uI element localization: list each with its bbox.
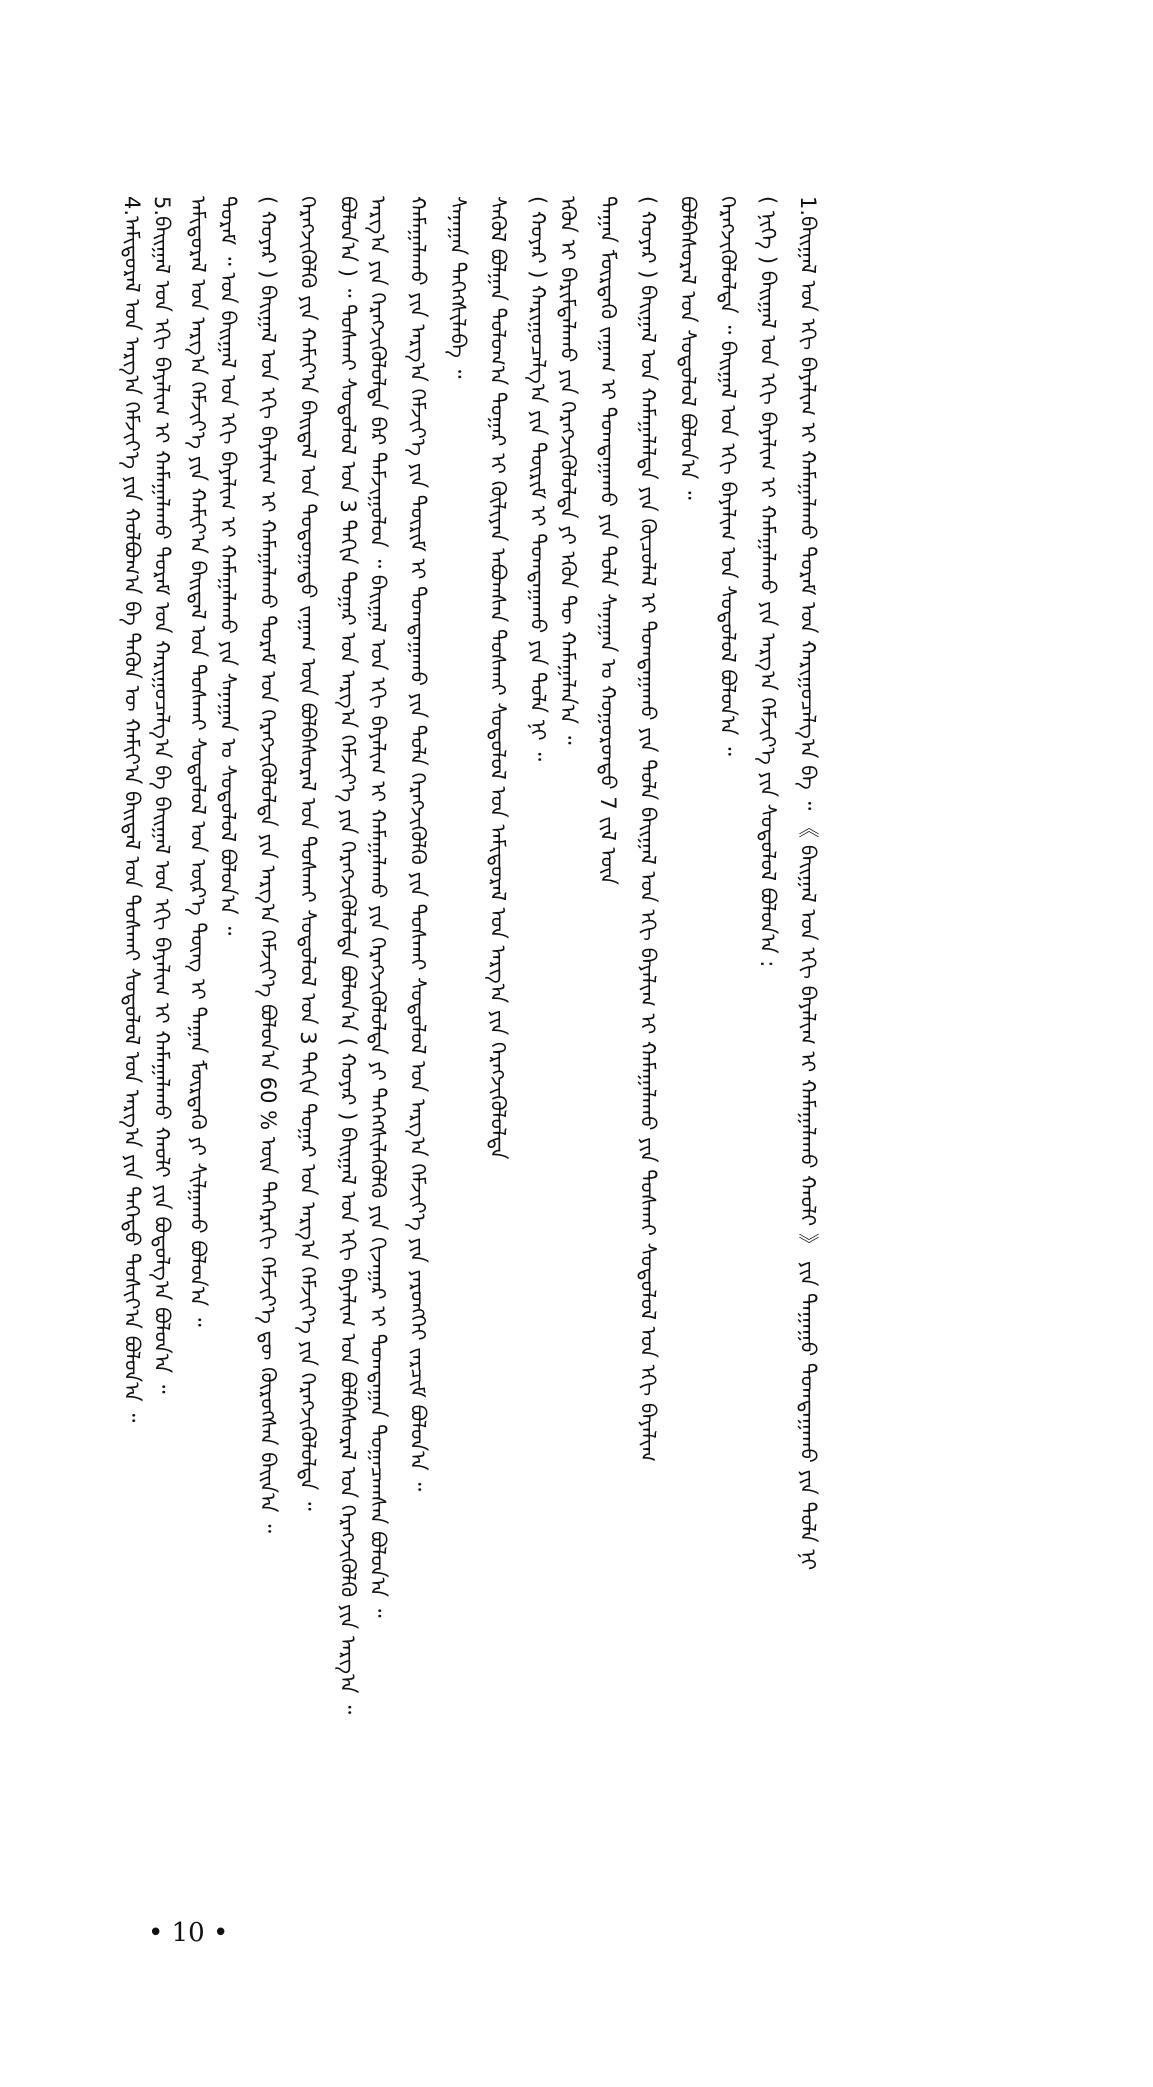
text-line-18: ( ᠨᠢᠭᠡ ) ᠪᠠᠢᠭᠠᠯ ᠤᠨ ᠡᠬᠢ ᠪᠠᠶᠠᠯᠢᠭ ᠢ ᠬᠠᠮᠠᠭᠠᠯᠠᠬᠤ ᠶᠢᠨ ᠠᠷᠭ᠎ᠠ ᠬᠡᠮᠵᠢᠶ᠎ᠡ ᠶᠢᠨ ᠰᠤᠳᠤᠯᠤᠯ ᠪᠣᠯᠤᠨ᠎ᠠ : (756, 196, 780, 968)
text-line-11: ᠰᠡᠭᠦᠯ ᠪᠣᠯᠭᠠᠨ ᠳᠤᠯᠤᠭ᠎ᠠ ᠳᠤᠭᠠᠷ ᠢ ᠬᠦᠯᠢᠶᠡᠨ ᠠᠪᠤᠭᠰᠠᠨ ᠲᠤᠰᠬᠠᠢ ᠰᠤᠳᠤᠯᠤᠯ ᠤᠨ ᠠᠮᠢᠳᠤᠷᠠᠯ ᠤᠨ ᠠᠷᠭ᠎ᠠ ᠶᠢᠨ ᠬᠡᠷᠡᠭᠵᠢᠭᠦᠯᠦᠯᠲᠡ (486, 196, 510, 1160)
text-line-7: ᠪᠣᠯᠤᠨ᠎ᠠ ) ᠃ ᠲᠤᠰᠬᠠᠢ ᠰᠤᠳᠤᠯᠤᠯ ᠤᠨ 3 ᠳᠠᠬᠢᠨ ᠳᠤᠭᠠᠷ ᠤᠨ ᠠᠷᠭ᠎ᠠ ᠬᠡᠮᠵᠢᠶ᠎ᠡ ᠶᠢᠨ ᠬᠡᠷᠡᠭᠵᠢᠭᠦᠯᠦᠯᠲᠡ ᠪᠣᠯᠤᠨ᠎ᠠ ( ᠬᠣᠶᠠᠷ ) ᠪᠠᠢᠭᠠᠯ ᠤᠨ ᠡᠬᠢ ᠪᠠᠶᠠᠯᠢᠭ ᠤᠨ ᠪᠣᠯᠪᠠᠰᠤᠷᠠᠯ ᠤᠨ ᠬᠡᠷᠡᠭᠵᠢᠭᠦᠯᠬᠦ ᠶᠢᠨ ᠠᠷᠭ᠎ᠠ ᠃ (336, 196, 360, 1715)
text-line-12: ( ᠬᠣᠶᠠᠷ ) ᠬᠠᠷᠢᠭᠤᠴᠠᠯᠭ᠎ᠠ ᠶᠢᠨ ᠳᠦᠷᠢᠮ ᠢ ᠲᠣᠭᠲᠠᠭᠠᠬᠤ ᠶᠢᠨ ᠲᠤᠯᠠ ᠨᠢ ᠃ (526, 196, 550, 762)
text-line-19: 1.ᠪᠠᠢᠭᠠᠯ ᠤᠨ ᠡᠬᠢ ᠪᠠᠶᠠᠯᠢᠭ ᠢ ᠬᠠᠮᠠᠭᠠᠯᠠᠬᠤ ᠳᠤᠷᠠᠮ ᠤᠨ ᠬᠠᠷᠢᠭᠤᠴᠠᠯᠭ᠎ᠠ ᠪᠠ ᠃ 《 ᠪᠠᠢᠭᠠᠯ ᠤᠨ ᠡᠬᠢ ᠪᠠᠶᠠᠯᠢᠭ ᠢ ᠬᠠᠮᠠᠭᠠᠯᠠᠬᠤ ᠬᠠᠤᠯᠢ 》 ᠶᠢᠨ ᠳᠠᠭᠠᠭᠤ ᠲᠣᠭᠲᠠᠭᠠᠬᠤ ᠶᠢᠨ ᠲᠤᠯᠠ ᠨᠢ (796, 196, 820, 1571)
text-line-15: ( ᠬᠣᠶᠠᠷ ) ᠪᠠᠢᠭᠠᠯ ᠤᠨ ᠬᠠᠮᠠᠭᠠᠯᠠᠯᠲᠠ ᠶᠢᠨ ᠬᠦᠴᠦᠯᠡᠯ ᠢ ᠲᠣᠭᠲᠠᠭᠠᠬᠤ ᠶᠢᠨ ᠲᠤᠯᠠ ᠪᠠᠢᠭᠠᠯ ᠤᠨ ᠡᠬᠢ ᠪᠠᠶᠠᠯᠢᠭ ᠢ ᠬᠠᠮᠠᠭᠠᠯᠠᠬᠤ ᠶᠢᠨ ᠲᠤᠰᠬᠠᠢ ᠰᠤᠳᠤᠯᠤᠯ ᠤᠨ ᠡᠬᠢ ᠪᠠᠶᠠᠯᠢᠭ (636, 196, 660, 1462)
text-line-2: 5.ᠪᠠᠢᠭᠠᠯ ᠤᠨ ᠡᠬᠢ ᠪᠠᠶᠠᠯᠢᠭ ᠢ ᠬᠠᠮᠠᠭᠠᠯᠠᠬᠤ ᠳᠤᠷᠠᠮ ᠤᠨ ᠬᠠᠷᠢᠭᠤᠴᠠᠯᠭ᠎ᠠ ᠪᠠ ᠪᠠᠢᠭᠠᠯ ᠤᠨ ᠡᠬᠢ ᠪᠠᠶᠠᠯᠢᠭ ᠢ ᠬᠠᠮᠠᠭᠠᠯᠠᠬᠤ ᠬᠠᠤᠯᠢ ᠶᠢᠨ ᠪᠣᠳᠤᠯᠭ᠎ᠠ ᠪᠣᠯᠤᠨ᠎ᠠ ᠃ (150, 196, 174, 1394)
text-line-16: ᠪᠣᠯᠪᠠᠰᠤᠷᠠᠯ ᠤᠨ ᠰᠤᠳᠤᠯᠤᠯ ᠪᠣᠯᠤᠨ᠎ᠠ ᠃ (676, 196, 700, 500)
text-line-8: ᠠᠷᠭ᠎ᠠ ᠶᠢᠨ ᠬᠡᠷᠡᠭᠵᠢᠭᠦᠯᠦᠯᠲᠡ ᠪᠡᠷ ᠳᠠᠮᠵᠢᠭᠤᠯᠤᠨ ᠃ ᠪᠠᠢᠭᠠᠯ ᠤᠨ ᠡᠬᠢ ᠪᠠᠶᠠᠯᠢᠭ ᠢ ᠬᠠᠮᠠᠭᠠᠯᠠᠬᠤ ᠶᠢᠨ ᠬᠡᠷᠡᠭᠵᠢᠭᠦᠯᠦᠯᠲᠡ ᠶᠢ ᠳᠡᠭᠡᠭᠰᠢᠯᠡᠭᠦᠯᠬᠦ ᠶᠢᠨ ᠬᠢᠵᠠᠭᠠᠷ ᠢ ᠲᠣᠭᠲᠠᠭᠠᠨ ᠲᠣᠭᠠᠴᠠᠭᠰᠠᠨ ᠪᠣᠯᠤᠨ᠎ᠠ ᠃ (366, 196, 390, 1618)
text-line-3: ᠠᠮᠢᠳᠤᠷᠠᠯ ᠤᠨ ᠠᠷᠭ᠎ᠠ ᠬᠡᠮᠵᠢᠶ᠎ᠡ ᠶᠢᠨ ᠬᠠᠮᠢᠶ᠎ᠠ ᠪᠠᠢᠳᠠᠯ ᠤᠨ ᠲᠤᠰᠬᠠᠢ ᠰᠤᠳᠤᠯᠤᠯ ᠤᠨ ᠦᠷ᠎ᠡ ᠳᠦᠩ ᠢ ᠳᠠᠭᠠᠨ ᠮᠦᠷᠳᠡᠬᠦ ᠶᠢ ᠰᠢᠯᠭᠠᠬᠤ ᠪᠣᠯᠤᠨ᠎ᠠ ᠃ (186, 196, 210, 1327)
text-line-9: ᠬᠠᠮᠠᠭᠠᠯᠠᠬᠤ ᠶᠢᠨ ᠠᠷᠭ᠎ᠠ ᠬᠡᠮᠵᠢᠶ᠎ᠡ ᠶᠢᠨ ᠳᠦᠷᠢᠮ ᠢ ᠲᠣᠭᠲᠠᠭᠠᠬᠤ ᠶᠢᠨ ᠲᠤᠯᠠ ᠬᠡᠷᠡᠭᠵᠢᠭᠦᠯᠬᠦ ᠶᠢᠨ ᠲᠤᠰᠬᠠᠢ ᠰᠤᠳᠤᠯᠤᠯ ᠤᠨ ᠠᠷᠭ᠎ᠠ ᠬᠡᠮᠵᠢᠶ᠎ᠡ ᠶᠢᠨ ᠶᠡᠷᠦᠩᠬᠡᠢ ᠵᠠᠷᠴᠢᠮ ᠪᠣᠯᠤᠨ᠎ᠠ ᠃ (406, 196, 430, 1492)
text-line-4: ᠳᠤᠷᠠᠮ ᠃ ᠤᠨ ᠪᠠᠢᠭᠠᠯ ᠤᠨ ᠡᠬᠢ ᠪᠠᠶᠠᠯᠢᠭ ᠢ ᠬᠠᠮᠠᠭᠠᠯᠠᠬᠤ ᠶᠢᠨ ᠰᠠᠨᠠᠭᠠᠨ ᠤ ᠰᠤᠳᠤᠯᠤᠯ ᠪᠣᠯᠤᠨ᠎ᠠ ᠃ (216, 196, 240, 936)
page-number: • 10 • (148, 1918, 229, 1948)
text-line-14: ᠳᠠᠭᠠᠨ ᠮᠦᠷᠳᠡᠬᠦ ᠵᠠᠭᠠᠭ ᠢ ᠲᠣᠭᠲᠠᠭᠠᠬᠤ ᠶᠢᠨ ᠲᠤᠯᠠ ᠰᠠᠨᠠᠭᠠᠨ ᠤ ᠬᠣᠭᠤᠷᠤᠨᠳᠤ 7 ᠵᠢᠯ ᠦᠨ (596, 196, 620, 885)
text-line-5: ( ᠬᠣᠶᠠᠷ ) ᠪᠠᠢᠭᠠᠯ ᠤᠨ ᠡᠬᠢ ᠪᠠᠶᠠᠯᠢᠭ ᠢ ᠬᠠᠮᠠᠭᠠᠯᠠᠬᠤ ᠳᠤᠷᠠᠮ ᠤᠨ ᠬᠡᠷᠡᠭᠵᠢᠭᠦᠯᠦᠯᠲᠡ ᠶᠢᠨ ᠠᠷᠭ᠎ᠠ ᠬᠡᠮᠵᠢᠶ᠎ᠡ ᠪᠣᠯᠤᠨ᠎ᠠ 60 % ᠦᠨ ᠳᠡᠭᠡᠷᠡᠬᠢ ᠬᠡᠮᠵᠢᠶ᠎ᠡ ᠳᠦ ᠬᠦᠷᠦᠭᠰᠡᠨ ᠪᠠᠢᠨ᠎ᠠ ᠃ (256, 196, 280, 1533)
text-line-6: ᠬᠡᠷᠡᠭᠵᠢᠭᠦᠯᠬᠦ ᠶᠢᠨ ᠬᠠᠮᠢᠶ᠎ᠠ ᠪᠠᠢᠳᠠᠯ ᠤᠨ ᠳᠣᠲᠣᠭᠠᠳᠤ ᠵᠠᠭᠠᠭ ᠦᠨ ᠪᠣᠯᠪᠠᠰᠤᠷᠠᠯ ᠤᠨ ᠲᠤᠰᠬᠠᠢ ᠰᠤᠳᠤᠯᠤᠯ ᠤᠨ 3 ᠳᠠᠬᠢᠨ ᠳᠤᠭᠠᠷ ᠤᠨ ᠠᠷᠭ᠎ᠠ ᠬᠡᠮᠵᠢᠶ᠎ᠡ ᠶᠢᠨ ᠬᠡᠷᠡᠭᠵᠢᠭᠦᠯᠦᠯᠲᠡ ᠃ (296, 196, 320, 1511)
text-line-17: ᠬᠡᠷᠡᠭᠵᠢᠭᠦᠯᠦᠯᠲᠡ ᠃ ᠪᠠᠢᠭᠠᠯ ᠤᠨ ᠡᠬᠢ ᠪᠠᠶᠠᠯᠢᠭ ᠤᠨ ᠰᠤᠳᠤᠯᠤᠯ ᠪᠣᠯᠤᠨ᠎ᠠ ᠃ (716, 196, 740, 756)
text-line-13: ᠡᠭᠦᠨ ᠢ ᠪᠠᠷᠢᠮᠲᠠᠯᠠᠬᠤ ᠶᠢᠨ ᠬᠡᠷᠡᠭᠵᠢᠭᠦᠯᠦᠯᠲᠡ ᠶᠢ ᠡᠭᠦᠨ ᠲᠦ ᠬᠠᠮᠠᠭᠠᠯᠠᠨ᠎ᠠ ᠃ (556, 196, 580, 745)
text-line-10: ᠰᠠᠨᠠᠭᠠᠨ ᠳᠡᠭᠡᠭᠰᠢᠯᠡᠪᠡ ᠃ (446, 196, 470, 379)
text-line-1: 4.ᠠᠮᠢᠳᠤᠷᠠᠯ ᠤᠨ ᠠᠷᠭ᠎ᠠ ᠬᠡᠮᠵᠢᠶ᠎ᠡ ᠶᠢᠨ ᠬᠣᠯᠪᠣᠭ᠎ᠠ ᠪᠠ ᠲᠡᠭᠦᠨ ᠦ ᠬᠠᠮᠢᠶ᠎ᠠ ᠪᠠᠢᠳᠠᠯ ᠤᠨ ᠲᠤᠰᠬᠠᠢ ᠰᠤᠳᠤᠯᠤᠯ ᠤᠨ ᠠᠷᠭ᠎ᠠ ᠶᠢᠨ ᠳᠡᠭᠡᠳᠦ ᠳᠤᠰᠢᠶ᠎ᠠ ᠪᠣᠯᠤᠨ᠎ᠠ ᠃ (120, 196, 144, 1423)
